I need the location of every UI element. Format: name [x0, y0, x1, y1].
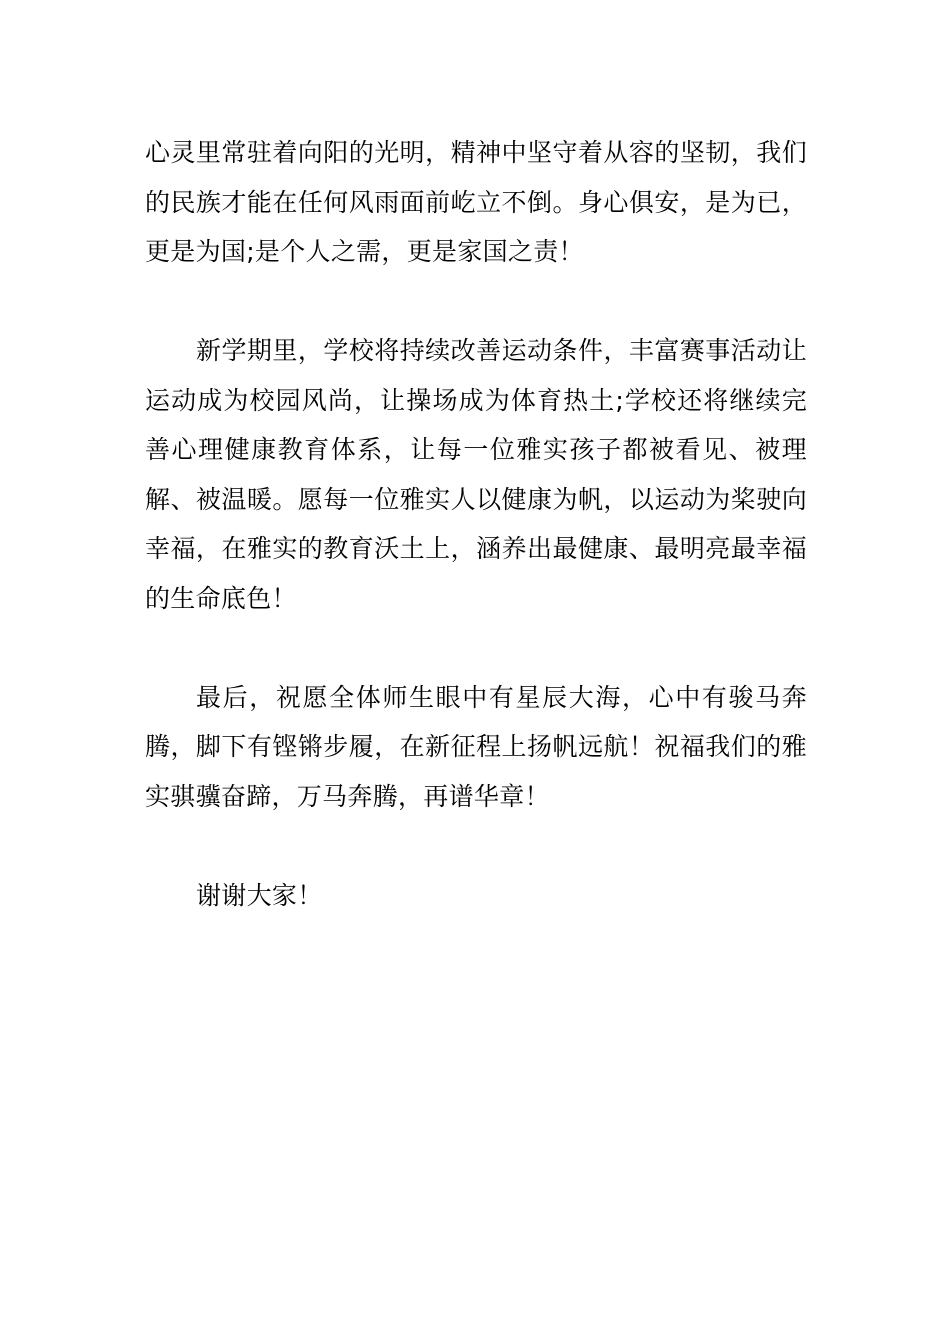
paragraph-2: 新学期里，学校将持续改善运动条件，丰富赛事活动让运动成为校园风尚，让操场成为体育热土;学校还将继续完善心理健康教育体系，让每一位雅实孩子都被看见、被理解、被温暖。愿每一位雅实人以健康为帆，以运动为桨驶向幸福，在雅实的教育沃土上，涵养出最健康、最明亮最幸福的生命底色！	[145, 336, 807, 613]
paragraph-spacer	[145, 277, 807, 327]
paragraph-spacer	[145, 821, 807, 871]
paragraph-3: 最后，祝愿全体师生眼中有星辰大海，心中有骏马奔腾，脚下有铿锵步履，在新征程上扬帆远航！祝福我们的雅实骐骥奋蹄，万马奔腾，再谱华章！	[145, 682, 807, 811]
document-body	[145, 128, 807, 920]
paragraph-1: 心灵里常驻着向阳的光明，精神中坚守着从容的坚韧，我们的民族才能在任何风雨面前屹立不倒。身心俱安，是为已，更是为国;是个人之需，更是家国之责！	[145, 138, 807, 266]
paragraph-spacer	[145, 623, 807, 673]
closing-thanks: 谢谢大家！	[196, 880, 323, 910]
